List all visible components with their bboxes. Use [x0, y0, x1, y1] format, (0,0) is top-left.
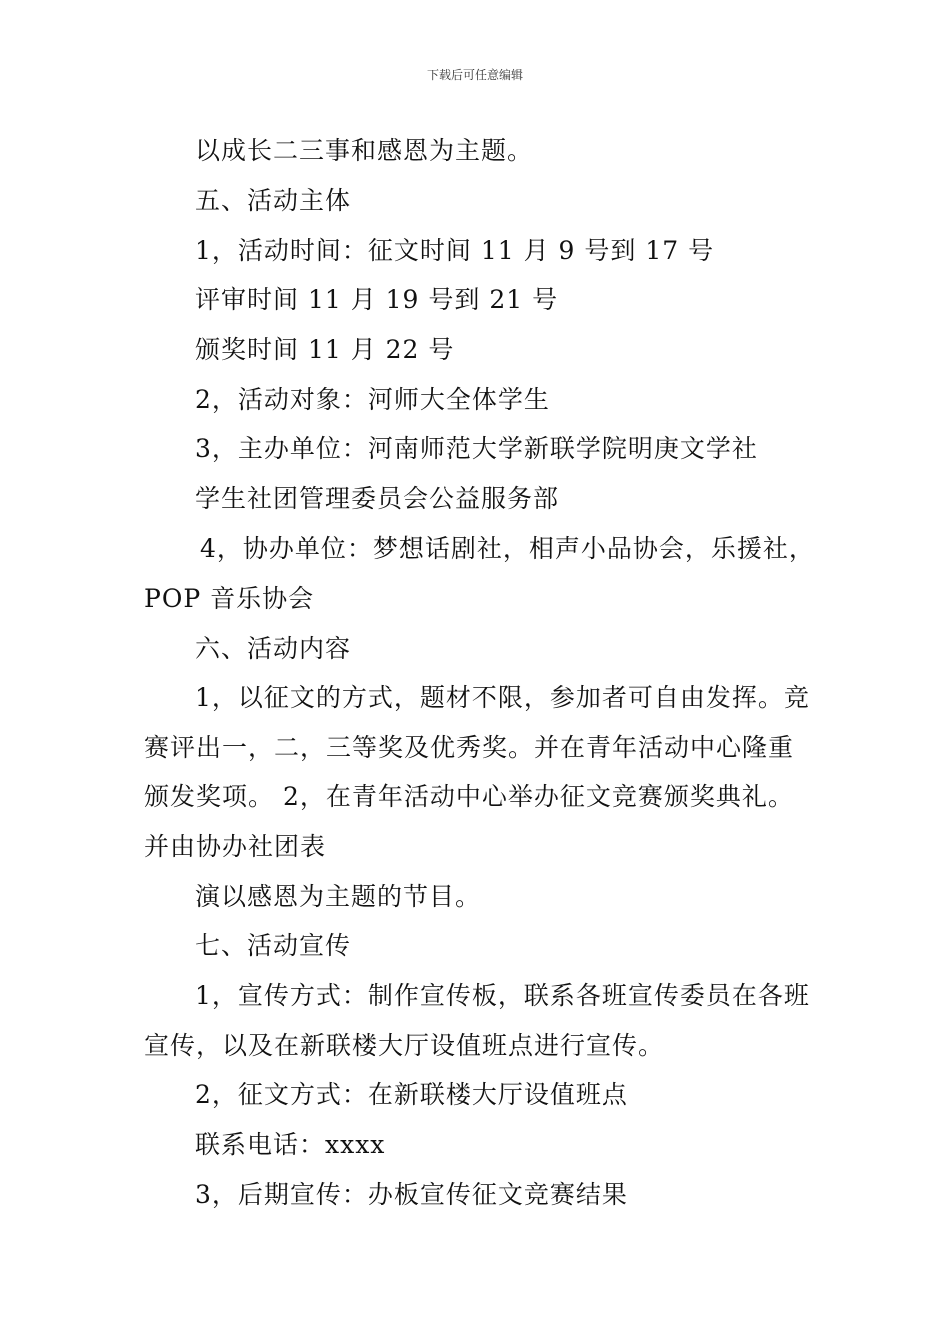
text-line: 颁发奖项。 2，在青年活动中心举办征文竞赛颁奖典礼。 — [144, 782, 794, 811]
text-line: 演以感恩为主题的节目。 — [195, 882, 482, 911]
text-line: 并由协办社团表 — [144, 832, 327, 861]
text-line: 评审时间 11 月 19 号到 21 号 — [195, 285, 559, 314]
text-line: 3，后期宣传：办板宣传征文竞赛结果 — [195, 1180, 628, 1209]
text-line: 1，宣传方式：制作宣传板，联系各班宣传委员在各班 — [195, 981, 810, 1010]
text-line: 颁奖时间 11 月 22 号 — [195, 335, 455, 364]
text-line: 1，活动时间：征文时间 11 月 9 号到 17 号 — [195, 236, 715, 265]
text-line: 2，活动对象：河师大全体学生 — [195, 385, 550, 414]
text-line: 2，征文方式：在新联楼大厅设值班点 — [195, 1080, 628, 1109]
text-line: 1，以征文的方式，题材不限，参加者可自由发挥。竞 — [195, 683, 810, 712]
text-line: POP 音乐协会 — [144, 584, 315, 613]
text-line: 赛评出一，二，三等奖及优秀奖。并在青年活动中心隆重 — [144, 733, 795, 762]
text-line: 宣传，以及在新联楼大厅设值班点进行宣传。 — [144, 1031, 665, 1060]
text-line: 3，主办单位：河南师范大学新联学院明庚文学社 — [195, 434, 758, 463]
section-heading: 五、活动主体 — [195, 186, 352, 215]
page-header-note: 下载后可任意编辑 — [426, 68, 523, 82]
section-heading: 六、活动内容 — [195, 634, 352, 663]
section-heading: 七、活动宣传 — [195, 931, 352, 960]
text-line: 学生社团管理委员会公益服务部 — [195, 484, 560, 513]
text-line: 4，协办单位：梦想话剧社，相声小品协会，乐援社， — [200, 534, 815, 563]
text-line: 以成长二三事和感恩为主题。 — [195, 136, 534, 165]
text-line: 联系电话：xxxx — [195, 1130, 386, 1159]
